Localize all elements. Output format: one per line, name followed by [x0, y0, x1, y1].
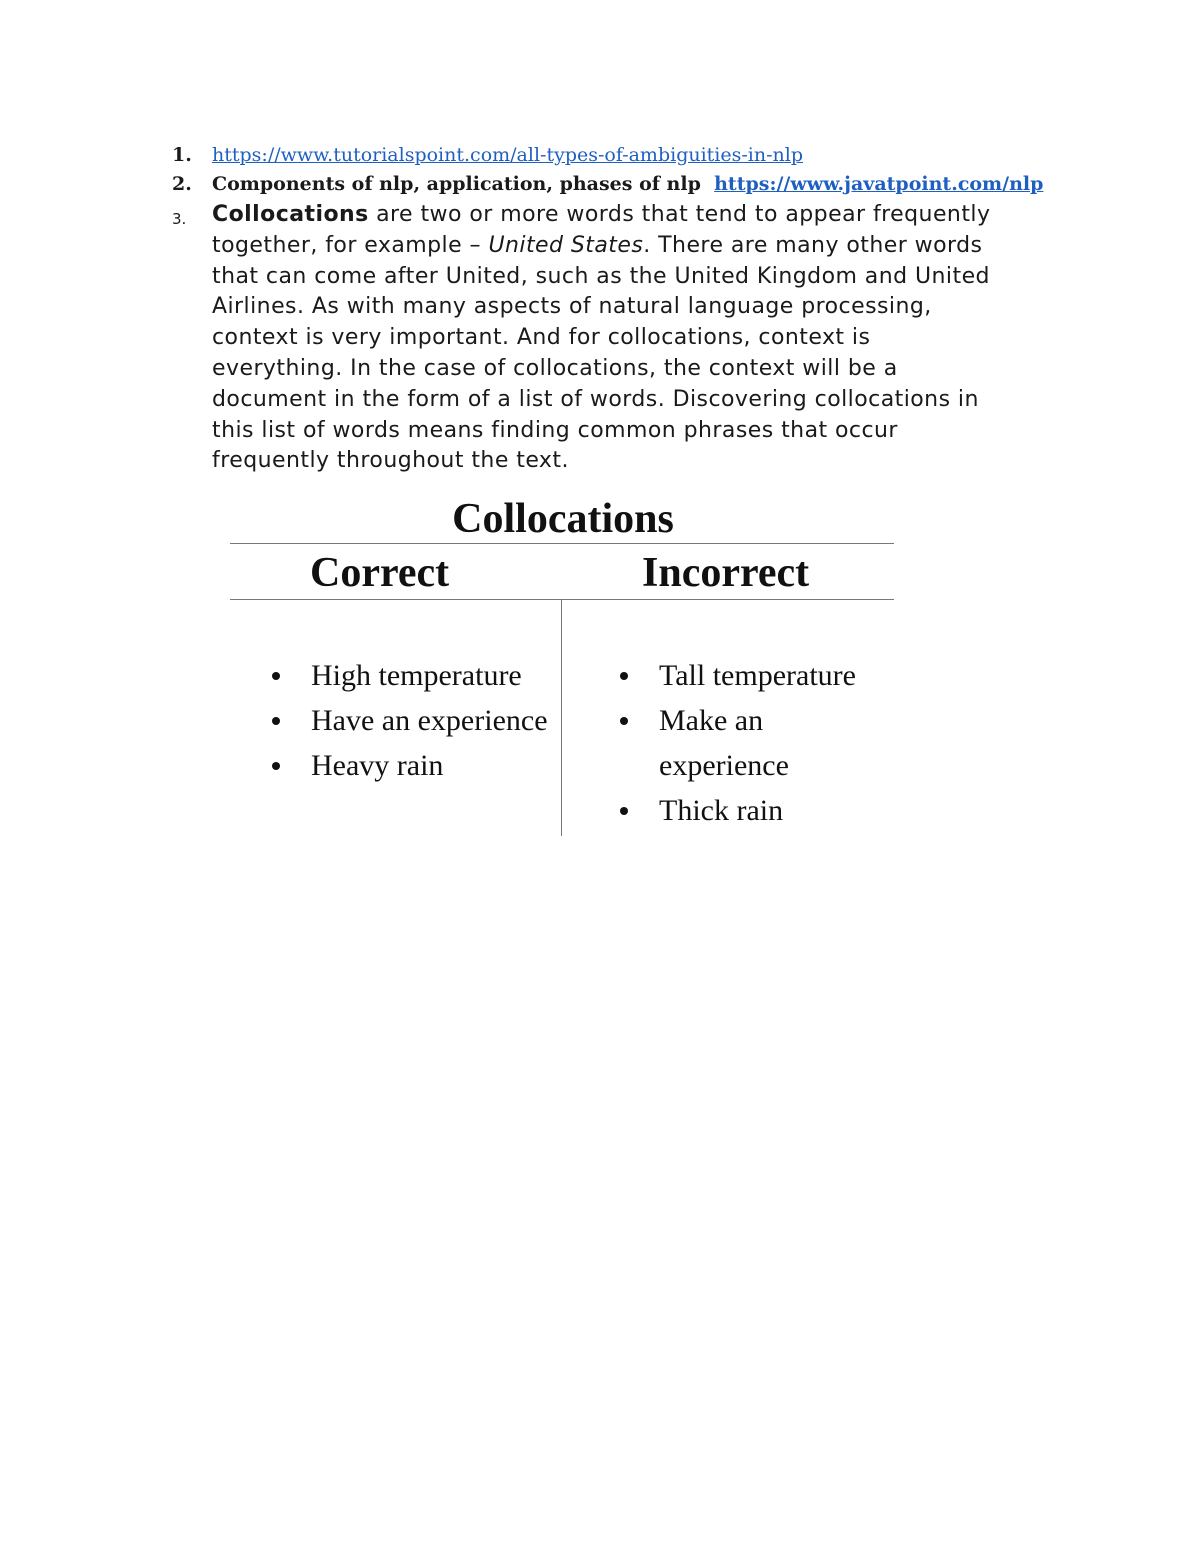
list-item	[618, 788, 888, 833]
bullet-text: Thick rain	[659, 794, 784, 827]
bullet-icon	[620, 672, 628, 680]
list-number: 1.	[172, 144, 192, 166]
paragraph-text: . There are many other words	[643, 232, 983, 258]
paragraph-text: frequently throughout the text.	[212, 448, 569, 474]
list-item	[618, 698, 888, 788]
paragraph-text: everything. In the case of collocations, the context will be a	[212, 355, 898, 381]
figure-title: Collocations	[452, 496, 674, 542]
list-number: 3.	[172, 210, 187, 228]
bullet-icon	[620, 717, 628, 725]
bullet-icon	[272, 762, 280, 770]
javatpoint-link[interactable]: https://www.javatpoint.com/nlp	[714, 173, 1044, 195]
correct-header: Correct	[310, 550, 450, 596]
item-text: Components of nlp, application, phases of nlp	[212, 173, 701, 195]
collocations-term: Collocations	[212, 202, 369, 227]
paragraph-text: context is very important. And for collocations, context is	[212, 325, 871, 351]
incorrect-list	[618, 653, 888, 833]
collocations-figure	[230, 495, 894, 840]
list-item	[270, 653, 555, 698]
correct-list	[270, 653, 555, 788]
incorrect-header: Incorrect	[642, 550, 810, 596]
bullet-icon	[272, 717, 280, 725]
list-item	[270, 698, 555, 743]
list-number: 2.	[172, 173, 192, 195]
bullet-icon	[620, 807, 628, 815]
collocations-paragraph	[212, 200, 1062, 477]
bullet-text: Have an experience	[311, 704, 548, 737]
example-term: United States	[488, 232, 644, 258]
paragraph-text: that can come after United, such as the United Kingdom and United	[212, 263, 990, 289]
paragraph-text: are two or more words that tend to appear frequently	[368, 202, 991, 227]
list-item	[270, 743, 555, 788]
bullet-text: High temperature	[311, 659, 522, 692]
bullet-text: Make an experience	[659, 704, 789, 782]
bullet-text: Tall temperature	[659, 659, 856, 692]
bullet-text: Heavy rain	[311, 749, 444, 782]
figure-rule-top	[230, 543, 894, 544]
paragraph-text: Airlines. As with many aspects of natural language processing,	[212, 294, 932, 320]
figure-rule-bottom	[230, 599, 894, 600]
column-divider	[561, 600, 562, 836]
paragraph-text: together, for example –	[212, 232, 489, 258]
tutorialspoint-link[interactable]: https://www.tutorialspoint.com/all-types-of-ambiguities-in-nlp	[212, 144, 804, 166]
bullet-icon	[272, 672, 280, 680]
paragraph-text: document in the form of a list of words. Discovering collocations in	[212, 386, 979, 412]
paragraph-text: this list of words means finding common phrases that occur	[212, 417, 898, 443]
list-item	[618, 653, 888, 698]
